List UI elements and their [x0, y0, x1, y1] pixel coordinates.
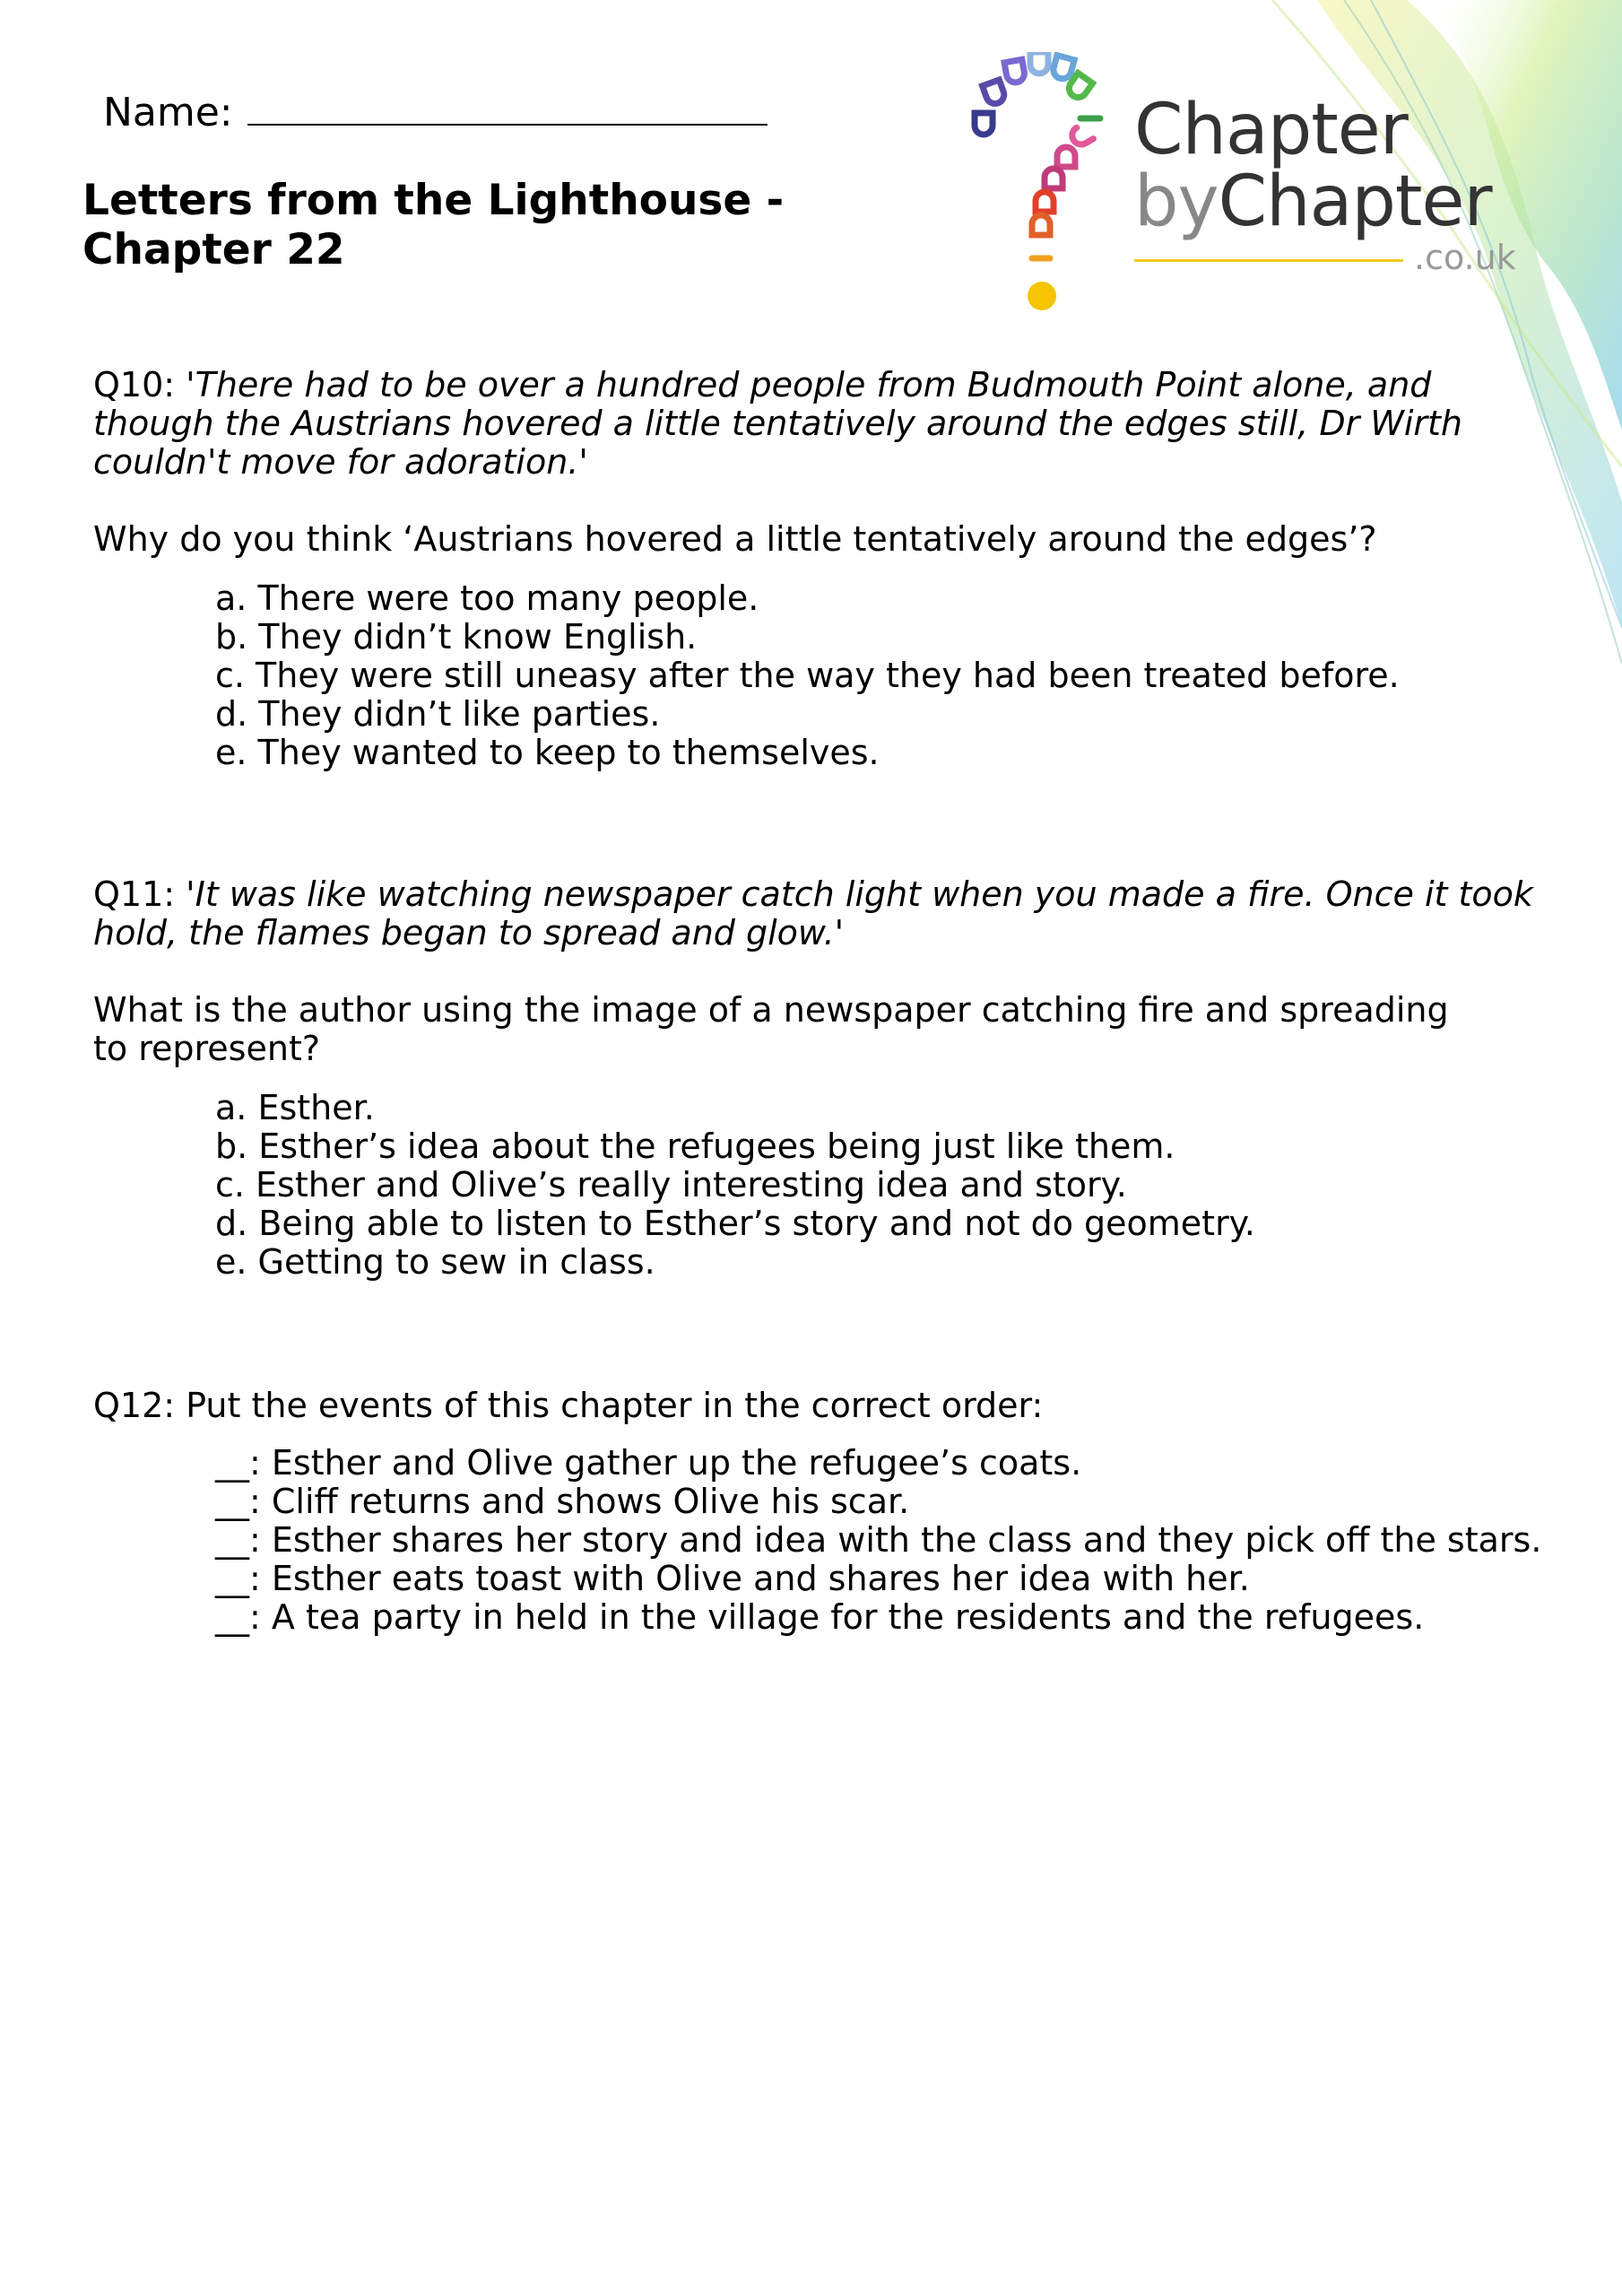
name-field-row: [103, 90, 768, 135]
option-item[interactable]: d. They didn’t like parties.: [215, 694, 661, 734]
logo-word-chapter: Chapter: [1134, 90, 1408, 170]
question-10: [93, 366, 1546, 482]
question-12: [93, 1387, 1546, 1425]
option-item[interactable]: a. Esther.: [215, 1088, 375, 1127]
logo-domain: .co.uk: [1414, 238, 1516, 277]
question-11-options: [215, 1089, 1255, 1282]
title-line-2: Chapter 22: [82, 225, 345, 274]
option-item[interactable]: c. They were still uneasy after the way they had been treated before.: [215, 656, 1400, 695]
name-label: Name:: [103, 90, 233, 135]
option-item[interactable]: b. Esther’s idea about the refugees being just like them.: [215, 1126, 1175, 1166]
order-item[interactable]: __: A tea party in held in the village for the residents and the refugees.: [215, 1597, 1425, 1637]
option-item[interactable]: b. They didn’t know English.: [215, 617, 698, 657]
logo-rule: [1134, 259, 1403, 262]
question-mark-books-icon: [964, 52, 1116, 312]
option-item[interactable]: e. Getting to sew in class.: [215, 1242, 655, 1282]
option-item[interactable]: e. They wanted to keep to themselves.: [215, 733, 880, 772]
question-11-prompt: What is the author using the image of a newspaper catching fire and spreading to represent?: [93, 990, 1449, 1068]
question-quote: 'It was like watching newspaper catch light when you made a fire. Once it took hold, the flames began to spread and glow.': [93, 874, 1533, 952]
brand-logo-text: [1134, 90, 1516, 277]
title-line-1: Letters from the Lighthouse -: [82, 176, 785, 225]
logo-word-chapter-2: Chapter: [1218, 161, 1492, 242]
order-item[interactable]: __: Cliff returns and shows Olive his scar.: [215, 1482, 910, 1521]
question-label: Q10:: [93, 365, 176, 404]
option-item[interactable]: d. Being able to listen to Esther’s story and not do geometry.: [215, 1204, 1255, 1243]
option-item[interactable]: a. There were too many people.: [215, 578, 759, 618]
logo-word-bychapter: [1134, 161, 1516, 242]
question-11: [93, 875, 1546, 952]
logo-domain-row: [1134, 238, 1516, 277]
order-item[interactable]: __: Esther and Olive gather up the refugee’s coats.: [215, 1443, 1082, 1483]
option-item[interactable]: c. Esther and Olive’s really interesting idea and story.: [215, 1165, 1127, 1205]
logo-word-by: by: [1134, 161, 1219, 242]
order-item[interactable]: __: Esther shares her story and idea with the class and they pick off the stars.: [215, 1520, 1542, 1560]
name-blank-line[interactable]: [247, 97, 768, 126]
question-12-options: [215, 1444, 1541, 1637]
worksheet-title: [82, 176, 784, 274]
question-prompt: Put the events of this chapter in the correct order:: [186, 1386, 1044, 1425]
order-item[interactable]: __: Esther eats toast with Olive and shares her idea with her.: [215, 1559, 1250, 1598]
question-10-prompt: Why do you think ‘Austrians hovered a little tentatively around the edges’?: [93, 519, 1377, 559]
question-quote: 'There had to be over a hundred people from Budmouth Point alone, and though the Austrians hovered a little tentatively around the edges still, Dr Wirth couldn't move for adoration.': [93, 365, 1463, 482]
question-10-options: [215, 579, 1400, 772]
question-label: Q11:: [93, 874, 176, 914]
question-label: Q12:: [93, 1386, 176, 1425]
